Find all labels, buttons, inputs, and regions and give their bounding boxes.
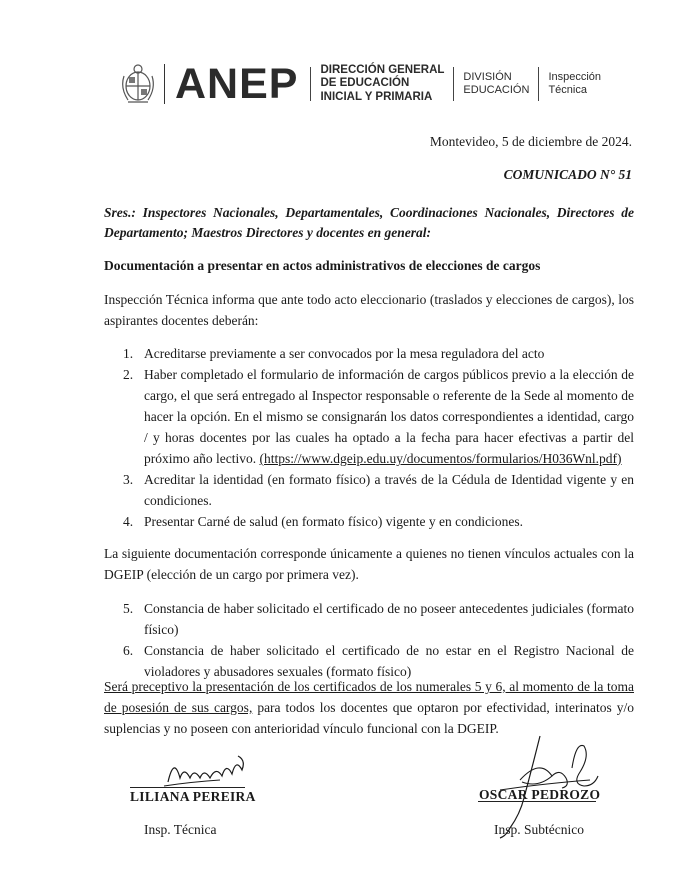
item-text: Acreditar la identidad (en formato físico) a través de la Cédula de Identidad vigente y en condiciones. [144, 472, 634, 508]
addressees: Sres.: Inspectores Nacionales, Departamentales, Coordinaciones Nacionales, Directores de Departamento; Maestros Directores y docentes en general: [104, 205, 634, 240]
item-text: Constancia de haber solicitado el certificado de no estar en el Registro Nacional de violadores y abusadores sexuales (formato físico) [144, 643, 634, 679]
item-number: 4. [123, 514, 134, 529]
uruguay-coat-of-arms-icon [118, 62, 158, 106]
list-item [104, 511, 634, 532]
letterhead [118, 62, 601, 106]
item-number: 1. [123, 346, 134, 361]
closing-rest: para todos los docentes que optaron por efectividad, interinatos y/o suplencias y no poseen con anterioridad vínculo funcional con la DGEIP. [104, 700, 634, 736]
division-line: DIVISIÓN [463, 70, 512, 83]
anep-logo-text: ANEP [175, 60, 299, 108]
signature-line [130, 787, 245, 788]
inspection-line: Inspección [548, 70, 602, 83]
item-number: 3. [123, 472, 134, 487]
org-line: DE EDUCACIÓN [320, 77, 410, 90]
item-number: 6. [123, 643, 134, 658]
org-line: DIRECCIÓN GENERAL [320, 63, 445, 76]
subject-heading: Documentación a presentar en actos administrativos de elecciones de cargos [104, 258, 541, 273]
header-divider [538, 67, 539, 101]
item-number: 5. [123, 601, 134, 616]
signature-scribble [160, 748, 255, 790]
item-text: Haber completado el formulario de información de cargos públicos previo a la elección de cargo, el que será entregado al Inspector responsable o referente de la Sede al momento de hacer la opción. En el mismo se consignarán los datos correspondientes a identidad, cargo / y horas docentes por las cuales ha optado a la fecha para hacer efectivas a partir del próximo año lectivo. [144, 367, 634, 466]
item-number: 2. [123, 367, 134, 382]
list-item [104, 598, 634, 640]
list-item [104, 364, 634, 469]
signatory-name: LILIANA PEREIRA [130, 789, 256, 804]
header-divider [453, 67, 454, 101]
header-divider [164, 64, 165, 104]
division-name [463, 71, 529, 98]
communique-number: COMUNICADO N° 51 [503, 167, 632, 182]
form-link[interactable]: (https://www.dgeip.edu.uy/documentos/formularios/H036Wnl.pdf) [259, 451, 622, 466]
signatory-role: Insp. Subtécnico [494, 822, 584, 837]
requirements-list [104, 343, 634, 532]
intro-paragraph: Inspección Técnica informa que ante todo acto eleccionario (traslados y elecciones de cargos), los aspirantes docentes deberán: [104, 292, 634, 328]
inspection-line: Técnica [548, 84, 587, 96]
inspection-name [548, 71, 601, 98]
list-item [104, 469, 634, 511]
org-line: INICIAL Y PRIMARIA [320, 90, 433, 103]
first-time-requirements-list [104, 598, 634, 682]
document-date: Montevideo, 5 de diciembre de 2024. [429, 134, 632, 149]
item-text: Constancia de haber solicitado el certificado de no poseer antecedentes judiciales (formato físico) [144, 601, 634, 637]
list-item [104, 343, 634, 364]
closing-underlined: Será preceptivo la presentación de los certificados de los numerales 5 y 6, al momento de la toma de posesión de sus cargos, [104, 679, 634, 715]
item-text: Presentar Carné de salud (en formato físico) vigente y en condiciones. [144, 514, 523, 529]
signatory-role: Insp. Técnica [144, 822, 217, 837]
header-divider [310, 67, 311, 101]
org-name [320, 64, 444, 105]
division-line: EDUCACIÓN [463, 84, 530, 96]
item-text: Acreditarse previamente a ser convocados por la mesa reguladora del acto [144, 346, 545, 361]
signatory-name: OSCAR PEDROZO [479, 787, 601, 802]
first-time-note: La siguiente documentación corresponde únicamente a quienes no tienen vínculos actuales con la DGEIP (elección de un cargo por primera vez). [104, 546, 634, 582]
